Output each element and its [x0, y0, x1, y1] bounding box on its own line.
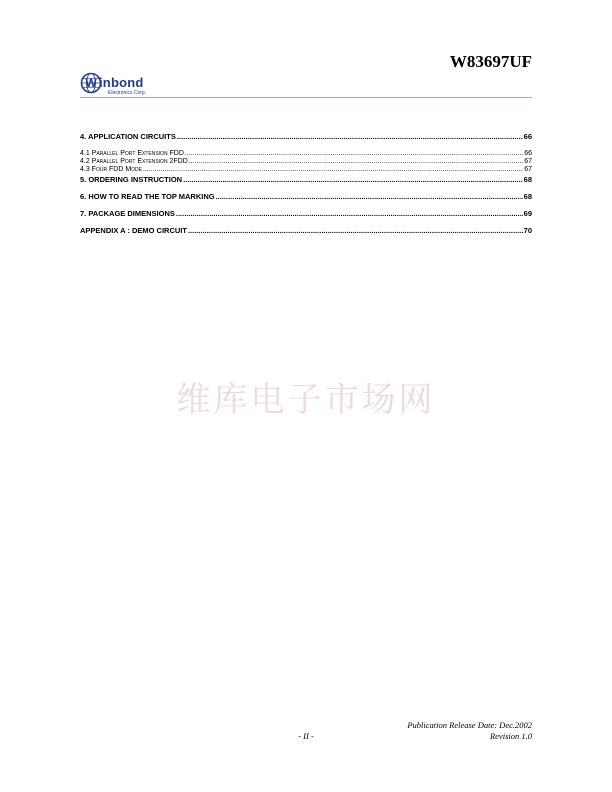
- toc-entry-title: 4.2 Parallel Port Extension 2FDD: [80, 158, 188, 165]
- toc-entry[interactable]: [80, 132, 532, 141]
- svg-text:W: W: [85, 76, 97, 90]
- watermark-text: 维库电子市场网: [176, 380, 436, 420]
- toc-entry-page: 70: [523, 226, 532, 235]
- toc-entry-page: 68: [523, 175, 532, 184]
- publication-release-date: Publication Release Date: Dec.2002: [407, 720, 532, 730]
- toc-entry-page: 66: [523, 132, 532, 141]
- toc-entry-title: 7. PACKAGE DIMENSIONS: [80, 209, 175, 218]
- toc-leader-dots: [143, 165, 523, 174]
- toc-entry-title: 6. HOW TO READ THE TOP MARKING: [80, 192, 215, 201]
- toc-entry[interactable]: [80, 175, 532, 184]
- toc-entry[interactable]: [80, 165, 532, 174]
- table-of-contents: [80, 132, 532, 242]
- toc-leader-dots: [188, 226, 523, 235]
- revision-label: Revision 1.0: [489, 731, 532, 741]
- toc-leader-dots: [216, 192, 523, 201]
- toc-entry[interactable]: [80, 226, 532, 235]
- logo-subtitle: Electronics Corp.: [108, 90, 147, 96]
- toc-entry-title: 4.1 Parallel Port Extension FDD: [80, 150, 184, 157]
- toc-entry[interactable]: [80, 192, 532, 201]
- toc-leader-dots: [183, 175, 523, 184]
- toc-leader-dots: [177, 132, 523, 141]
- toc-entry-page: 69: [523, 209, 532, 218]
- toc-entry-title: 4. APPLICATION CIRCUITS: [80, 132, 176, 141]
- toc-entry-page: 66: [524, 150, 532, 157]
- document-title: W83697UF: [449, 52, 532, 71]
- winbond-logo: [80, 72, 170, 98]
- page-number: - II -: [298, 731, 314, 741]
- toc-entry-title: 5. ORDERING INSTRUCTION: [80, 175, 183, 184]
- toc-entry[interactable]: [80, 209, 532, 218]
- toc-entry-title: 4.3 Four FDD Mode: [80, 166, 143, 173]
- toc-entry-page: 68: [523, 192, 532, 201]
- toc-leader-dots: [176, 209, 523, 218]
- toc-entry-title: APPENDIX A : DEMO CIRCUIT: [80, 226, 187, 235]
- toc-entry-page: 67: [524, 158, 532, 165]
- toc-entry-page: 67: [524, 166, 532, 173]
- header-divider: [80, 97, 532, 98]
- logo-wordmark: inbond: [99, 75, 144, 90]
